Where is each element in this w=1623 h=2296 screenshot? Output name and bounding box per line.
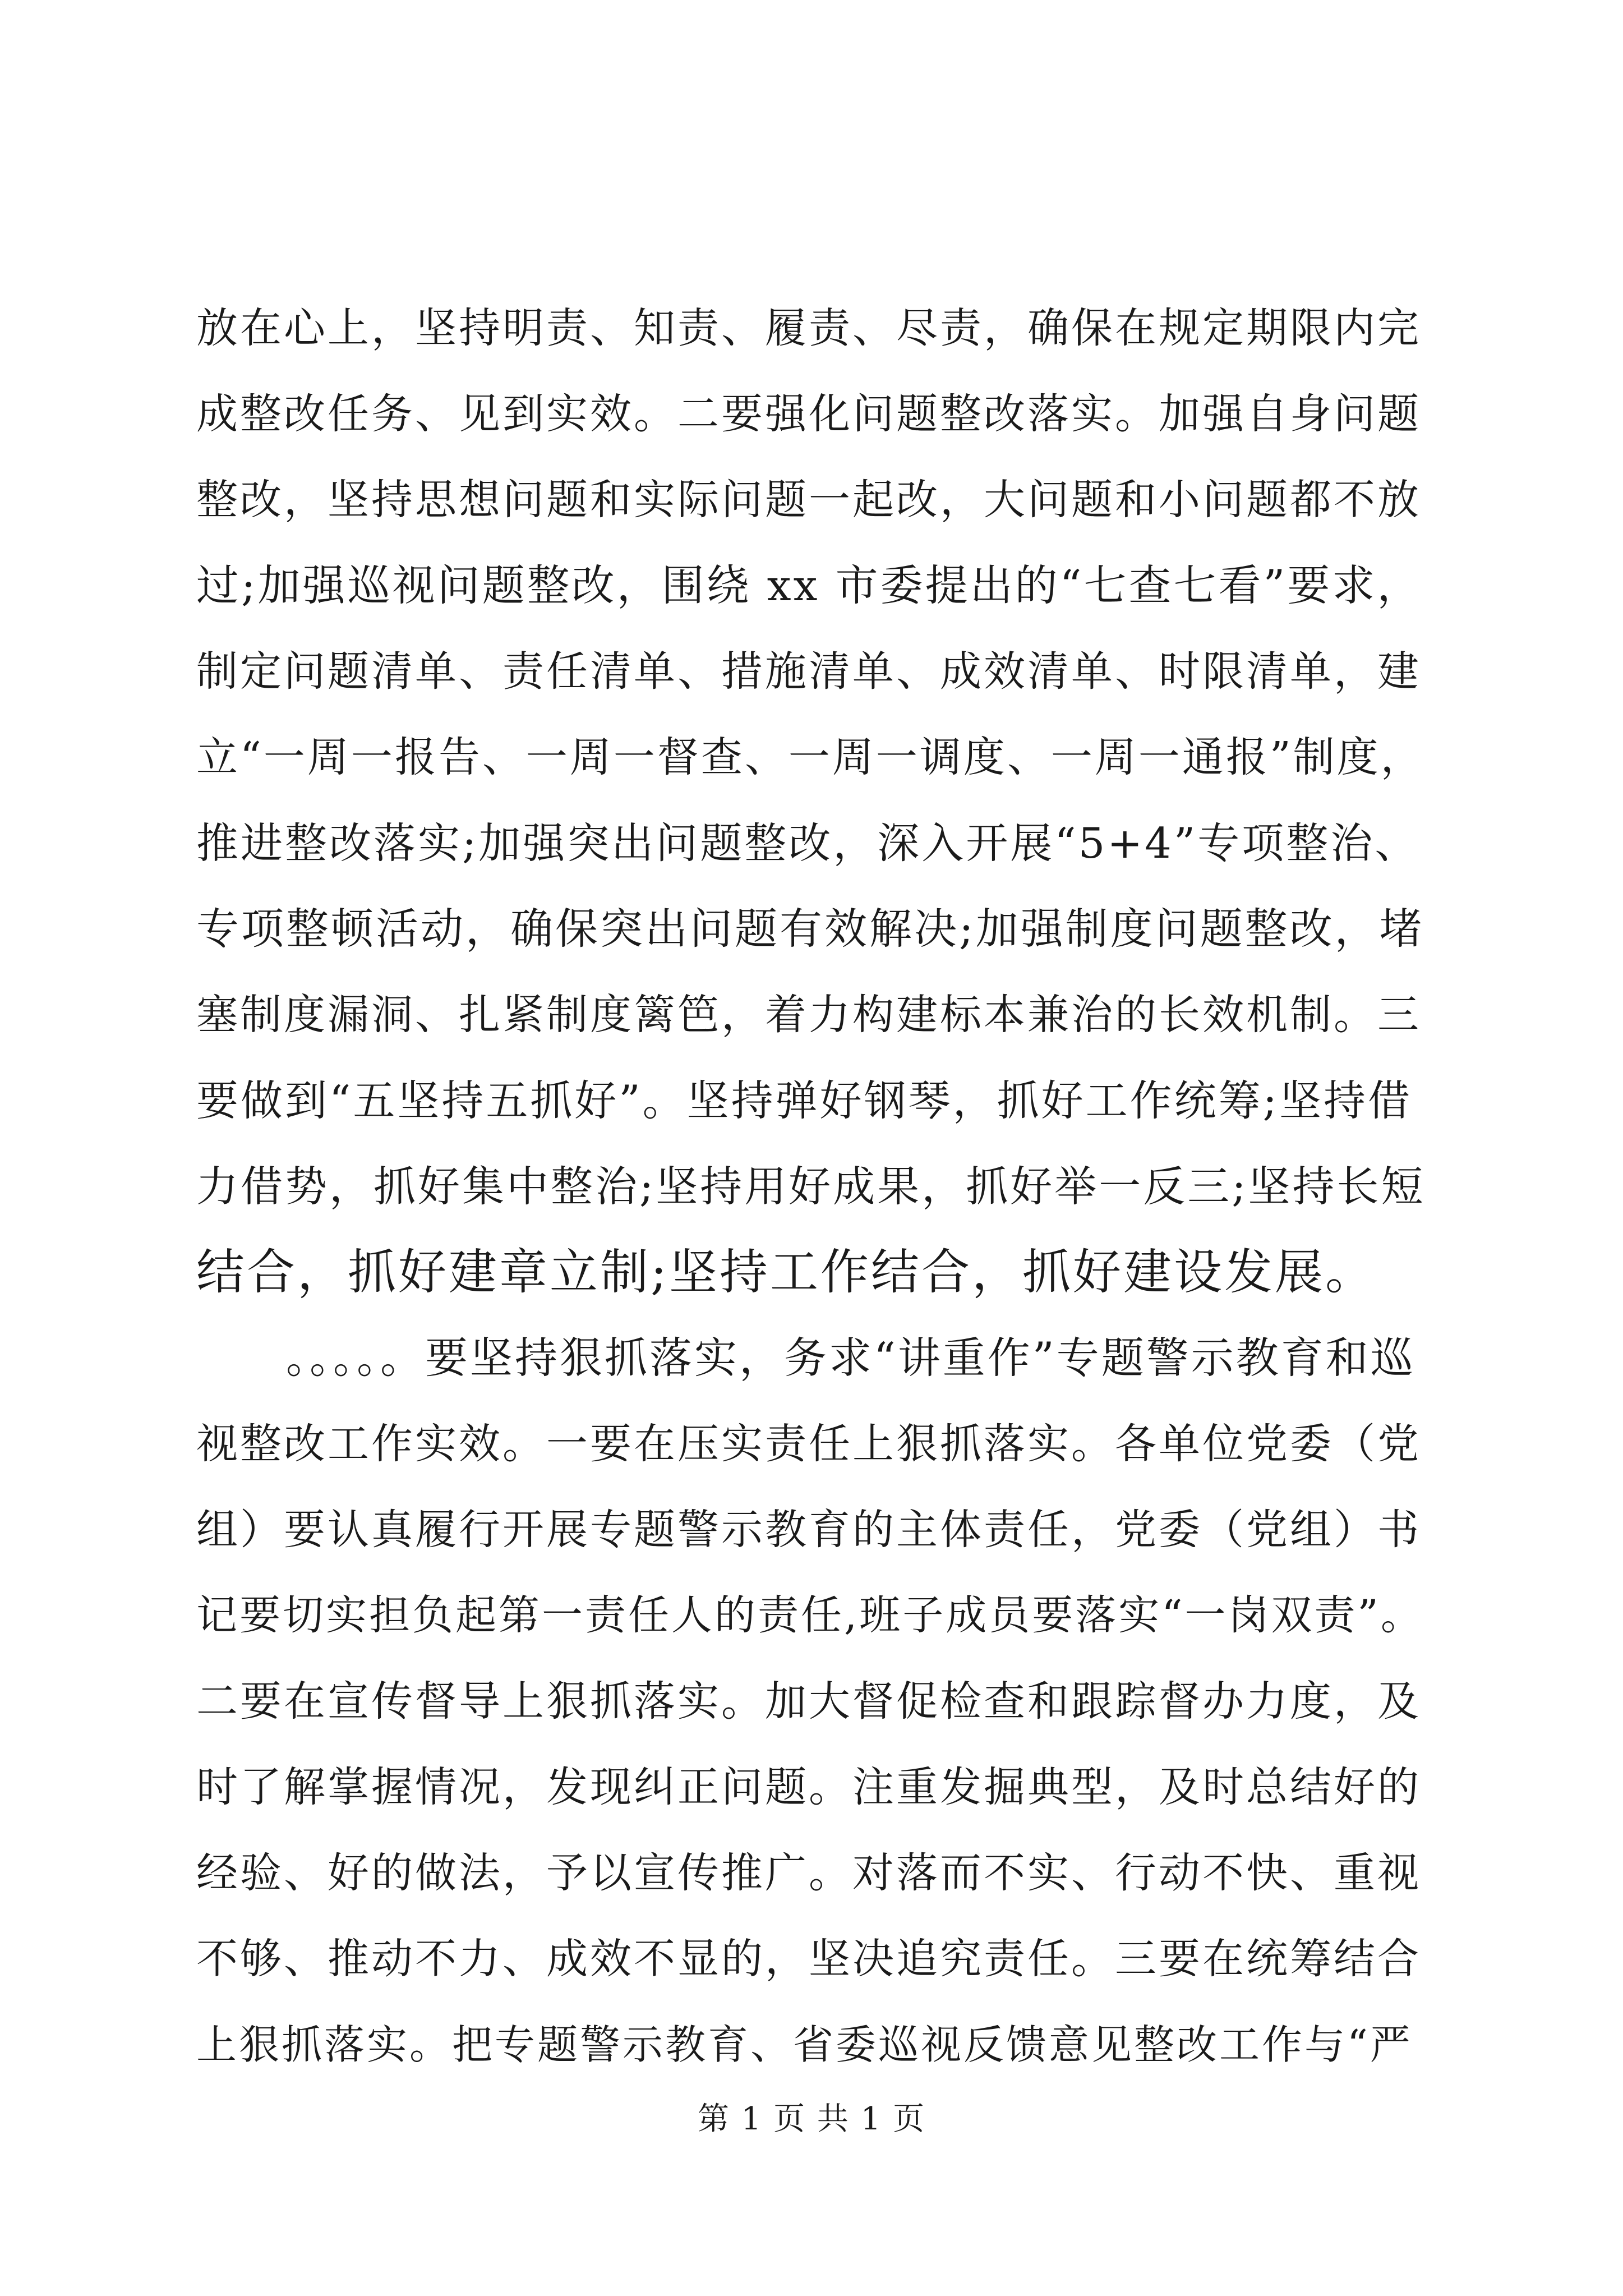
text-line: 过;加强巡视问题整改，围绕 xx 市委提出的“七查七看”要求，	[196, 560, 1422, 610]
text-line: 推进整改落实;加强突出问题整改，深入开展“5+4”专项整治、	[196, 818, 1419, 868]
text-line: 专项整顿活动，确保突出问题有效解决;加强制度问题整改，堵	[196, 904, 1424, 954]
text-line: 力借势，抓好集中整治;坚持用好成果，抓好举一反三;坚持长短	[196, 1162, 1426, 1211]
text-line: 不够、推动不力、成效不显的，坚决追究责任。三要在统筹结合	[196, 1935, 1421, 1983]
text-line: 塞制度漏洞、扎紧制度篱笆，着力构建标本兼治的长效机制。三	[196, 991, 1421, 1039]
text-line: 。。。。。要坚持狠抓落实，务求“讲重作”专题警示教育和巡	[196, 1333, 1415, 1383]
text-line: 立“一周一报告、一周一督查、一周一调度、一周一通报”制度，	[196, 733, 1424, 781]
text-line: 记要切实担负起第一责任人的责任,班子成员要落实“一岗双责”。	[196, 1591, 1424, 1639]
text-line: 上狠抓落实。把专题警示教育、省委巡视反馈意见整改工作与“严	[196, 2021, 1413, 2068]
page-footer: 第 1 页 共 1 页	[697, 2101, 926, 2137]
text-line: 结合，抓好建章立制;坚持工作结合，抓好建设发展。	[196, 1244, 1376, 1300]
text-line: 放在心上，坚持明责、知责、履责、尽责，确保在规定期限内完	[196, 304, 1421, 352]
text-line: 时了解掌握情况，发现纠正问题。注重发掘典型，及时总结好的	[196, 1763, 1421, 1811]
text-line: 要做到“五坚持五抓好”。坚持弹好钢琴，抓好工作统筹;坚持借	[196, 1076, 1412, 1125]
text-line: 整改，坚持思想问题和实际问题一起改，大问题和小问题都不放	[196, 476, 1421, 524]
text-line: 制定问题清单、责任清单、措施清单、成效清单、时限清单，建	[196, 647, 1421, 696]
text-line: 二要在宣传督导上狠抓落实。加大督促检查和跟踪督办力度，及	[196, 1677, 1421, 1726]
text-line: 经验、好的做法，予以宣传推广。对落而不实、行动不快、重视	[196, 1849, 1421, 1897]
text-line: 成整改任务、见到实效。二要强化问题整改落实。加强自身问题	[196, 390, 1421, 438]
text-line: 视整改工作实效。一要在压实责任上狠抓落实。各单位党委（党	[196, 1420, 1421, 1468]
text-line: 组）要认真履行开展专题警示教育的主体责任，党委（党组）书	[196, 1506, 1421, 1554]
